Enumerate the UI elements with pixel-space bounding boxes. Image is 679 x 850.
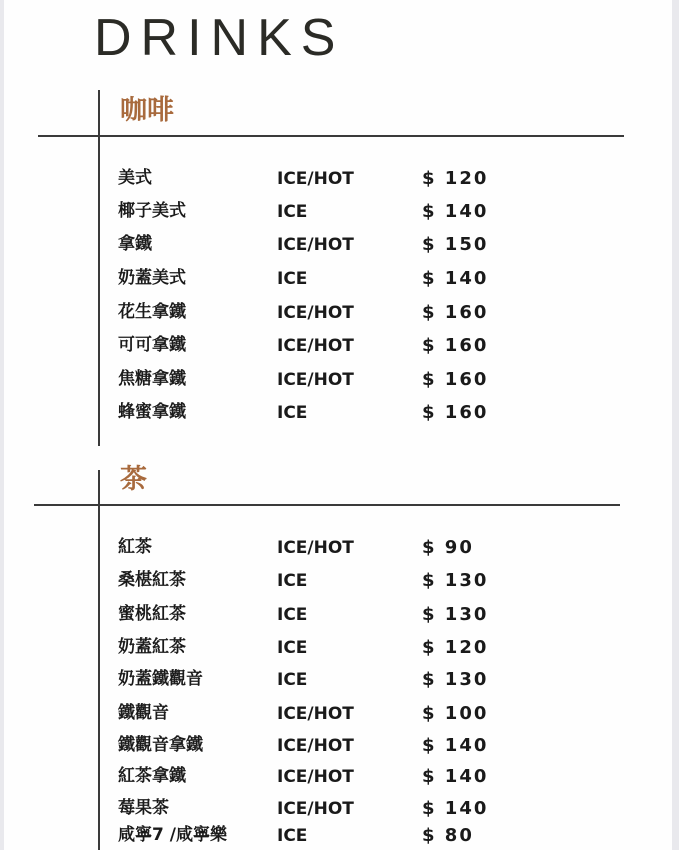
item-temperature: ICE/HOT — [277, 704, 354, 724]
item-price: $ 120 — [422, 168, 489, 189]
item-price: $ 130 — [422, 669, 489, 690]
item-temperature: ICE/HOT — [277, 169, 354, 189]
item-price: $ 140 — [422, 798, 489, 819]
list-item — [4, 366, 672, 394]
list-item — [4, 567, 672, 595]
item-temperature: ICE — [277, 670, 308, 690]
item-price: $ 160 — [422, 369, 489, 390]
list-item — [4, 634, 672, 662]
list-item — [4, 795, 672, 823]
item-temperature: ICE — [277, 605, 308, 625]
list-item — [4, 700, 672, 728]
item-temperature: ICE — [277, 269, 308, 289]
item-name: 鐵觀音 — [118, 703, 169, 723]
item-temperature: ICE — [277, 202, 308, 222]
item-name: 奶蓋鐵觀音 — [118, 669, 203, 689]
item-price: $ 160 — [422, 335, 489, 356]
item-name: 花生拿鐵 — [118, 302, 186, 322]
list-item — [4, 332, 672, 360]
item-price: $ 100 — [422, 703, 489, 724]
menu-title: DRINKS — [94, 9, 345, 67]
item-name: 蜜桃紅茶 — [118, 604, 186, 624]
item-name: 可可拿鐵 — [118, 335, 186, 355]
item-price: $ 140 — [422, 201, 489, 222]
list-item — [4, 165, 672, 193]
item-temperature: ICE — [277, 638, 308, 658]
list-item — [4, 399, 672, 427]
item-temperature: ICE/HOT — [277, 736, 354, 756]
item-name: 紅茶 — [118, 537, 152, 557]
item-name: 咸寧7 /咸寧樂 — [118, 825, 227, 845]
coffee-section-divider-horizontal — [38, 135, 624, 137]
item-price: $ 160 — [422, 302, 489, 323]
item-name: 拿鐵 — [118, 234, 152, 254]
item-name: 椰子美式 — [118, 201, 186, 221]
item-temperature: ICE — [277, 826, 308, 846]
coffee-section-title: 咖啡 — [120, 95, 174, 126]
item-price: $ 140 — [422, 268, 489, 289]
item-temperature: ICE/HOT — [277, 336, 354, 356]
list-item — [4, 601, 672, 629]
item-name: 鐵觀音拿鐵 — [118, 735, 203, 755]
item-temperature: ICE/HOT — [277, 235, 354, 255]
list-item — [4, 265, 672, 293]
item-temperature: ICE — [277, 403, 308, 423]
item-name: 蜂蜜拿鐵 — [118, 402, 186, 422]
list-item — [4, 231, 672, 259]
item-temperature: ICE — [277, 571, 308, 591]
item-price: $ 150 — [422, 234, 489, 255]
item-price: $ 130 — [422, 570, 489, 591]
list-item — [4, 763, 672, 791]
item-temperature: ICE/HOT — [277, 370, 354, 390]
item-price: $ 80 — [422, 825, 474, 846]
item-name: 美式 — [118, 168, 152, 188]
item-temperature: ICE/HOT — [277, 767, 354, 787]
list-item — [4, 198, 672, 226]
item-name: 焦糖拿鐵 — [118, 369, 186, 389]
list-item — [4, 299, 672, 327]
item-name: 莓果茶 — [118, 798, 169, 818]
tea-section-divider-horizontal — [34, 504, 620, 506]
item-price: $ 140 — [422, 735, 489, 756]
list-item — [4, 534, 672, 562]
item-temperature: ICE/HOT — [277, 303, 354, 323]
list-item — [4, 822, 672, 850]
item-price: $ 140 — [422, 766, 489, 787]
item-name: 奶蓋紅茶 — [118, 637, 186, 657]
menu-page — [4, 0, 672, 850]
list-item — [4, 732, 672, 760]
item-price: $ 160 — [422, 402, 489, 423]
list-item — [4, 666, 672, 694]
item-price: $ 130 — [422, 604, 489, 625]
item-temperature: ICE/HOT — [277, 538, 354, 558]
item-name: 桑椹紅茶 — [118, 570, 186, 590]
item-name: 奶蓋美式 — [118, 268, 186, 288]
item-temperature: ICE/HOT — [277, 799, 354, 819]
item-name: 紅茶拿鐵 — [118, 766, 186, 786]
item-price: $ 120 — [422, 637, 489, 658]
item-price: $ 90 — [422, 537, 474, 558]
tea-section-title: 茶 — [120, 464, 147, 495]
